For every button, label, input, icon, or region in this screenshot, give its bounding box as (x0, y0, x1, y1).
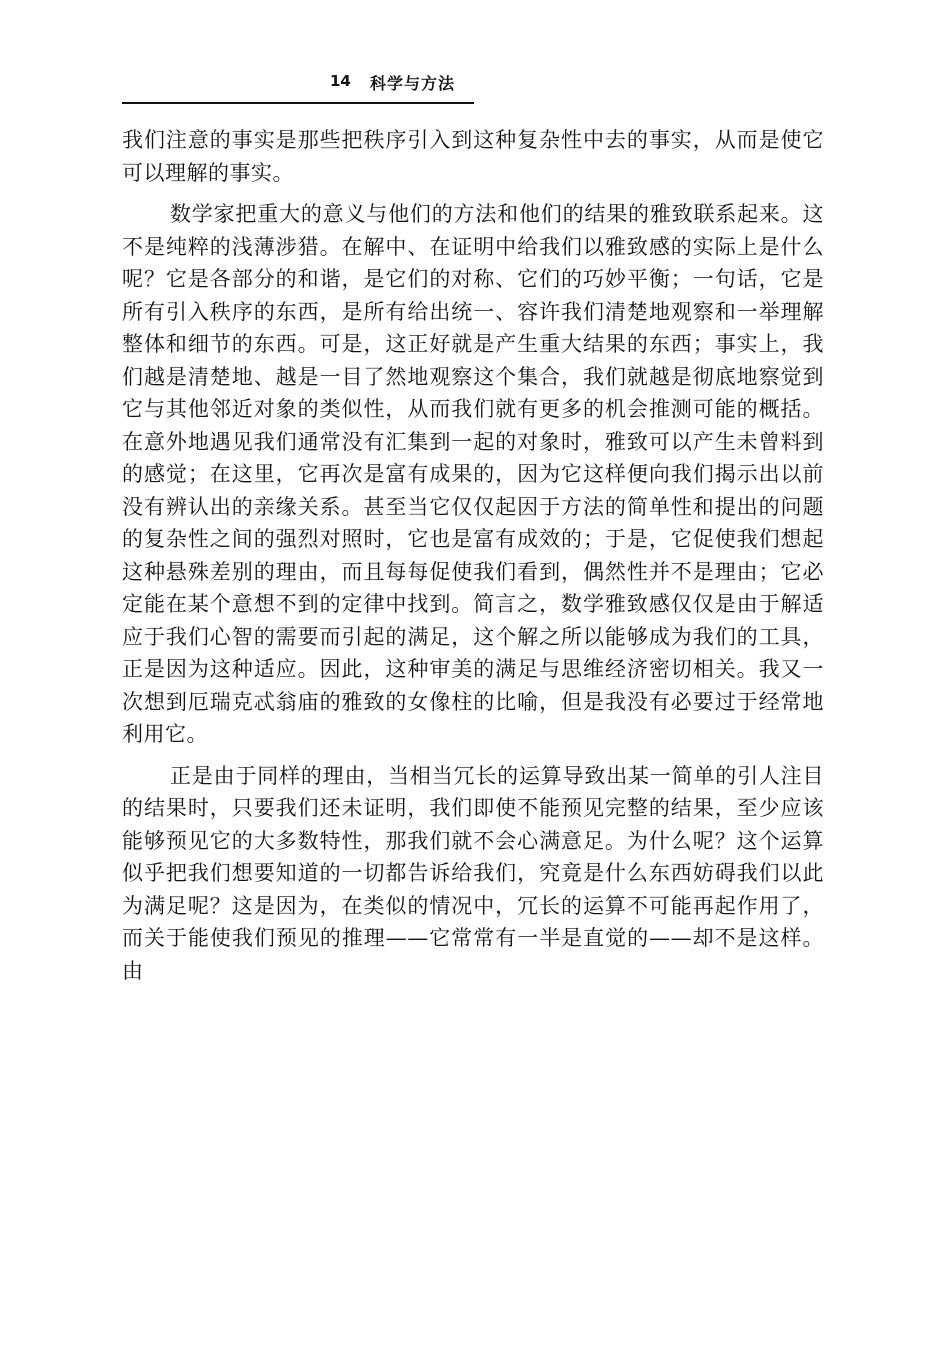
book-title: 科学与方法 (370, 74, 456, 93)
paragraph-continuation: 我们注意的事实是那些把秩序引入到这种复杂性中去的事实，从而是使它可以理解的事实。 (122, 128, 824, 185)
paragraph-lengthy-calculation: 正是由于同样的理由，当相当冗长的运算导致出某一简单的引人注目的结果时，只要我们还未证明，我们即使不能预见完整的结果，至少应该能够预见它的大多数特性，那我们就不会心满意足。为什么呢？这个运算似乎把我们想要知道的一切都告诉给我们，究竟是什么东西妨碍我们以此为满足呢？这是因为，在类似的情况中，冗长的运算不可能再起作用了，而关于能使我们预见的推理——它常常有一半是直觉的——却不是这样。由 (122, 763, 824, 983)
running-header (122, 66, 474, 104)
body-text (122, 124, 824, 987)
paragraph-mathematical-elegance: 数学家把重大的意义与他们的方法和他们的结果的雅致联系起来。这不是纯粹的浅薄涉猎。在解中、在证明中给我们以雅致感的实际上是什么呢？它是各部分的和谐，是它们的对称、它们的巧妙平衡；一句话，它是所有引入秩序的东西，是所有给出统一、容许我们清楚地观察和一举理解整体和细节的东西。可是，这正好就是产生重大结果的东西；事实上，我们越是清楚地、越是一目了然地观察这个集合，我们就越是彻底地察觉到它与其他邻近对象的类似性，从而我们就有更多的机会推测可能的概括。在意外地遇见我们通常没有汇集到一起的对象时，雅致可以产生未曾料到的感觉；在这里，它再次是富有成果的，因为它这样便向我们揭示出以前没有辨认出的亲缘关系。甚至当它仅仅起因于方法的简单性和提出的问题的复杂性之间的强烈对照时，它也是富有成效的；于是，它促使我们想起这种悬殊差别的理由，而且每每促使我们看到，偶然性并不是理由；它必定能在某个意想不到的定律中找到。简言之，数学雅致感仅仅是由于解适应于我们心智的需要而引起的满足，这个解之所以能够成为我们的工具，正是因为这种适应。因此，这种审美的满足与思维经济密切相关。我又一次想到厄瑞克忒翁庙的雅致的女像柱的比喻，但是我没有必要过于经常地利用它。 (122, 202, 824, 746)
page-number: 14 (330, 72, 351, 90)
